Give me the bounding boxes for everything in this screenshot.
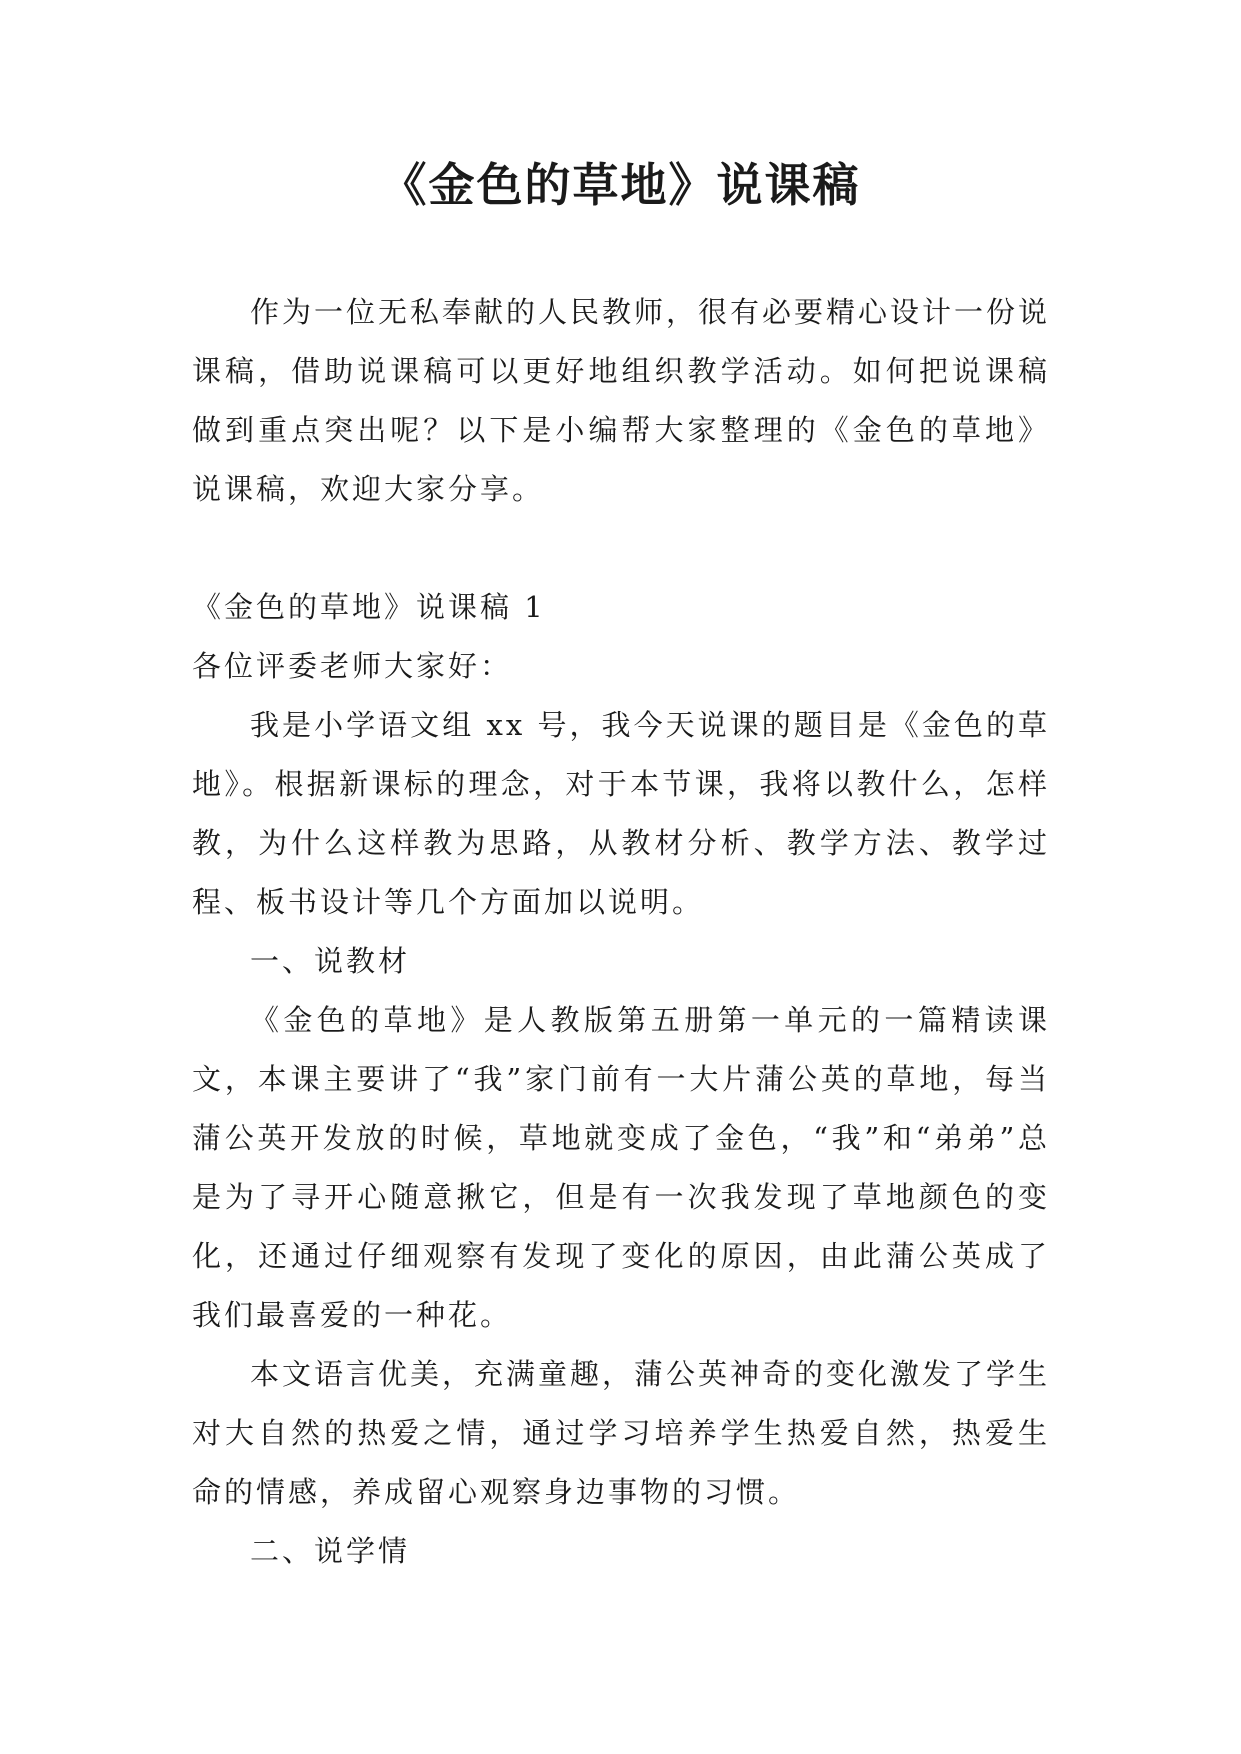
body-paragraph-3: 本文语言优美，充满童趣，蒲公英神奇的变化激发了学生对大自然的热爱之情，通过学习培养学生热爱自然，热爱生命的情感，养成留心观察身边事物的习惯。: [192, 1357, 1051, 1509]
body-paragraph-1: 我是小学语文组 xx 号，我今天说课的题目是《金色的草地》。根据新课标的理念，对于本节课，我将以教什么，怎样教，为什么这样教为思路，从教材分析、教学方法、教学过程、板书设计等几个方面加以说明。: [192, 708, 1050, 919]
document-title: 《金色的草地》说课稿: [380, 158, 861, 212]
heading-student-situation: 二、说学情: [250, 1534, 411, 1568]
paragraph-gap: [192, 519, 1050, 578]
body-paragraph-2: 《金色的草地》是人教版第五册第一单元的一篇精读课文，本课主要讲了“我”家门前有一大片蒲公英的草地，每当蒲公英开发放的时候，草地就变成了金色，“我”和“弟弟”总是为了寻开心随意揪它，但是有一次我发现了草地颜色的变化，还通过仔细观察有发现了变化的原因，由此蒲公英成了我们最喜爱的一种花。: [192, 1003, 1050, 1332]
section-title: 《金色的草地》说课稿 1: [192, 590, 546, 624]
document-body: [192, 283, 1050, 1581]
heading-teaching-material: 一、说教材: [250, 944, 411, 978]
intro-paragraph: 作为一位无私奉献的人民教师，很有必要精心设计一份说课稿，借助说课稿可以更好地组织教学活动。如何把说课稿做到重点突出呢？以下是小编帮大家整理的《金色的草地》说课稿，欢迎大家分享。: [192, 295, 1051, 506]
greeting-line: 各位评委老师大家好：: [192, 649, 513, 683]
